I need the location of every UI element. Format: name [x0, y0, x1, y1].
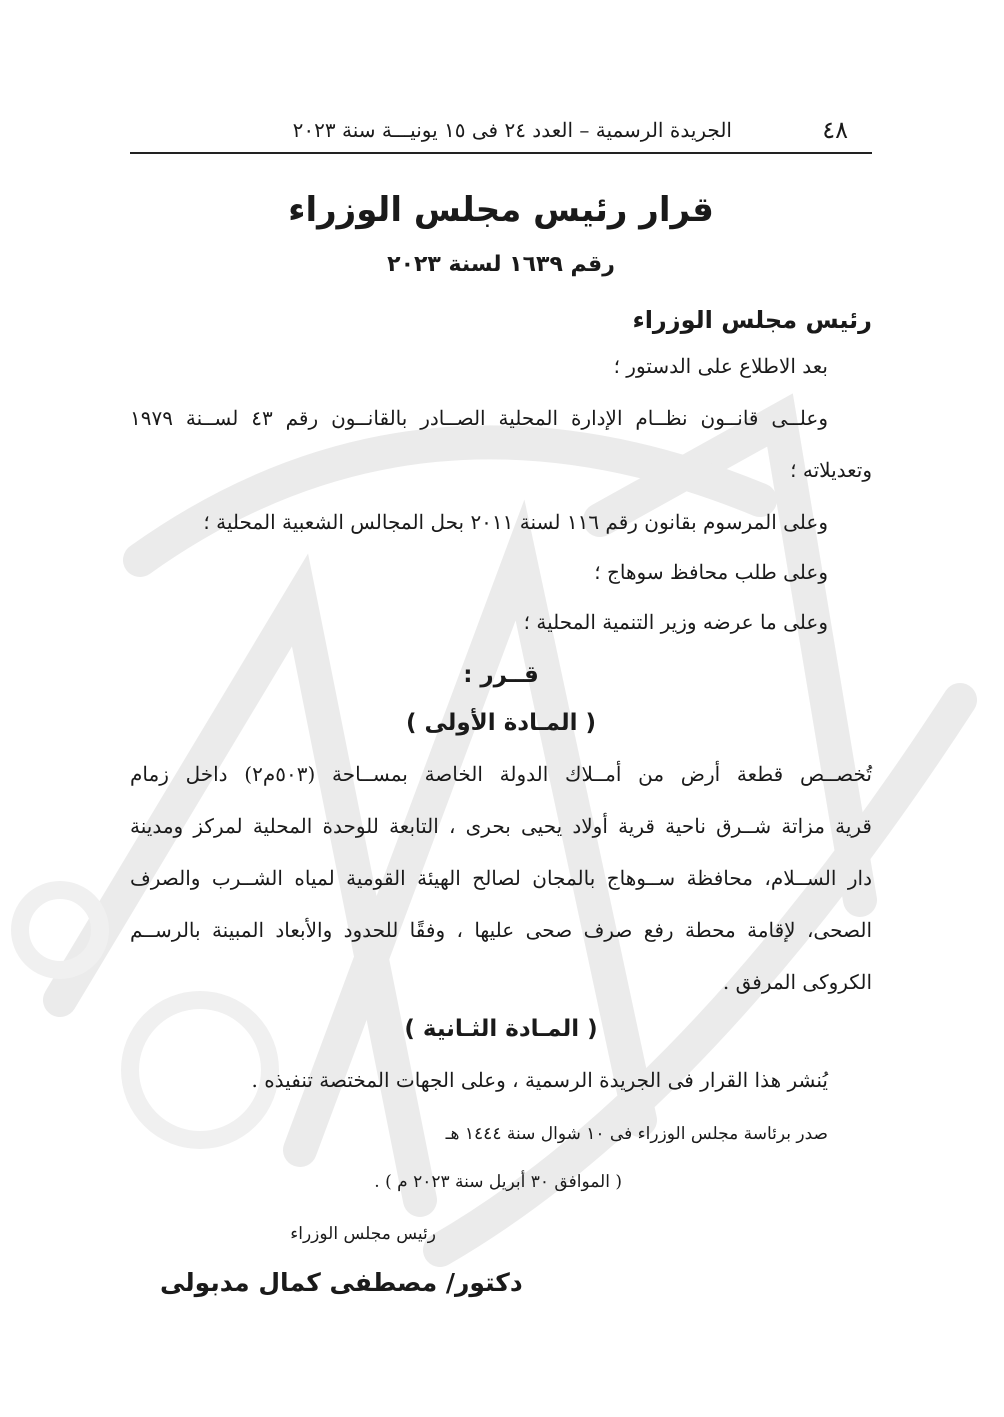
- preamble-line-2b: وتعديلاته ؛: [790, 458, 872, 482]
- article-1-line-4: الصحى، لإقامة محطة رفع صرف صحى عليها ، وفقًا للحدود والأبعاد المبينة بالرســم: [130, 918, 872, 942]
- issuer-heading: رئيس مجلس الوزراء: [632, 306, 872, 334]
- preamble-line-3: وعلى المرسوم بقانون رقم ١١٦ لسنة ٢٠١١ بحل المجالس الشعبية المحلية ؛: [203, 510, 828, 534]
- article-2-text: يُنشر هذا القرار فى الجريدة الرسمية ، وعلى الجهات المختصة تنفيذه .: [251, 1068, 828, 1092]
- preamble-line-1: بعد الاطلاع على الدستور ؛: [613, 354, 828, 378]
- decree-number: رقم ١٦٣٩ لسنة ٢٠٢٣: [387, 252, 615, 277]
- article-2-heading: ( المـادة الثـانية ): [404, 1016, 598, 1042]
- article-1-line-5: الكروكى المرفق .: [722, 970, 872, 994]
- page-number: ٤٨: [822, 116, 848, 144]
- article-1-line-3: دار الســلام، محافظة ســوهاج بالمجان لصالح الهيئة القومية لمياه الشــرب والصرف: [130, 866, 872, 890]
- article-1-heading: ( المـادة الأولى ): [405, 710, 597, 736]
- preamble-line-5: وعلى ما عرضه وزير التنمية المحلية ؛: [523, 610, 828, 634]
- issued-date-hijri: صدر برئاسة مجلس الوزراء فى ١٠ شوال سنة ١٤٤٤ هـ: [445, 1124, 828, 1144]
- decree-title: قرار رئيس مجلس الوزراء: [288, 190, 714, 230]
- page-header: [130, 112, 872, 154]
- preamble-line-4: وعلى طلب محافظ سوهاج ؛: [594, 560, 828, 584]
- article-1-line-1: تُخصــص قطعة أرض من أمــلاك الدولة الخاصة بمســاحة (٥٠٣م٢) داخل زمام: [130, 762, 872, 786]
- article-1-line-2: قرية مزاتة شــرق ناحية قرية أولاد يحيى بحرى ، التابعة للوحدة المحلية لمركز ومدينة: [130, 814, 872, 838]
- decided-heading: قــرر :: [463, 662, 539, 688]
- issued-date-gregorian: ( الموافق ٣٠ أبريل سنة ٢٠٢٣ م ) .: [374, 1172, 622, 1192]
- signatory-name: دكتور/ مصطفى كمال مدبولى: [160, 1268, 523, 1297]
- running-head: الجريدة الرسمية – العدد ٢٤ فى ١٥ يونيـــة سنة ٢٠٢٣: [292, 118, 732, 142]
- signatory-role: رئيس مجلس الوزراء: [290, 1224, 436, 1244]
- preamble-line-2a: وعلــى قانــون نظــام الإدارة المحلية الصــادر بالقانــون رقم ٤٣ لســنة ١٩٧٩: [130, 406, 828, 430]
